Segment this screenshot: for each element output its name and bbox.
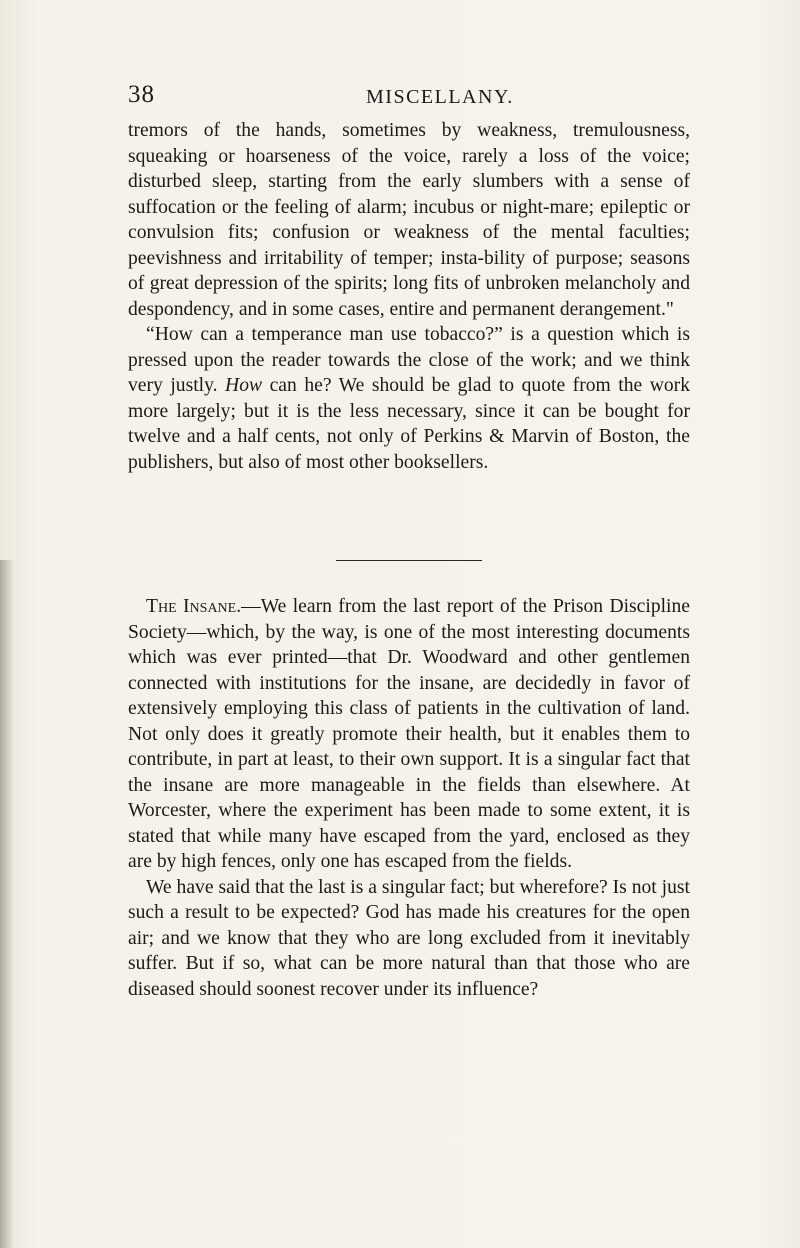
upper-text-block bbox=[128, 118, 690, 475]
running-title: MISCELLANY. bbox=[366, 86, 514, 108]
section-divider bbox=[336, 560, 482, 561]
paragraph-tobacco-effects: tremors of the hands, sometimes by weakness, tremulousness, squeaking or hoarseness of the voice, rarely a loss of the voice; disturbed sleep, starting from the early slumbers with a sense of suffocation or the feeling of alarm; incubus or night-mare; epileptic or convulsion fits; confusion or weakness of the mental faculties; peevishness and irritability of temper; insta-bility of purpose; seasons of great depression of the spirits; long fits of unbroken melancholy and despondency, and in some cases, entire and permanent derangement." bbox=[128, 120, 690, 320]
emphasis-how: How bbox=[225, 375, 263, 396]
binding-shadow bbox=[0, 560, 14, 1248]
lower-text-block bbox=[128, 594, 690, 1002]
paragraph-temperance-question bbox=[128, 322, 690, 475]
page-number: 38 bbox=[128, 81, 155, 108]
paragraph-the-insane bbox=[128, 594, 690, 875]
temperance-question-continued: can he? We should be glad to quote from the work more largely; but it is the less necessary, since it can be bought for twelve and a half cents, not only of Perkins & Marvin of Boston, the publishers, but also of most other booksellers. bbox=[128, 375, 691, 473]
section-heading-the-insane: The Insane. bbox=[146, 596, 242, 617]
running-head bbox=[128, 80, 688, 110]
the-insane-body: —We learn from the last report of the Prison Discipline Society—which, by the way, is one of the most interesting documents which was ever printed—that Dr. Woodward and other gentlemen connected with institutions for the insane, are decidedly in favor of extensively employing this class of patients in the cultivation of land. Not only does it greatly promote their health, but it enables them to contribute, in part at least, to their own support. It is a singular fact that the insane are more manageable in the fields than elsewhere. At Worcester, where the experiment has been made to some extent, it is stated that while many have escaped from the yard, enclosed as they are by high fences, only one has escaped from the fields. bbox=[128, 596, 690, 872]
paragraph-singular-fact: We have said that the last is a singular fact; but wherefore? Is not just such a result to be expected? God has made his creatures for the open air; and we know that they who are long excluded from it inevitably suffer. But if so, what can be more natural than that those who are diseased should soonest recover under its influence? bbox=[128, 876, 690, 1000]
temperance-question-text: “How can a temperance man use tobacco?” is a question which is pressed upon the reader towards the close of the work; and we think very justly. bbox=[128, 324, 690, 396]
